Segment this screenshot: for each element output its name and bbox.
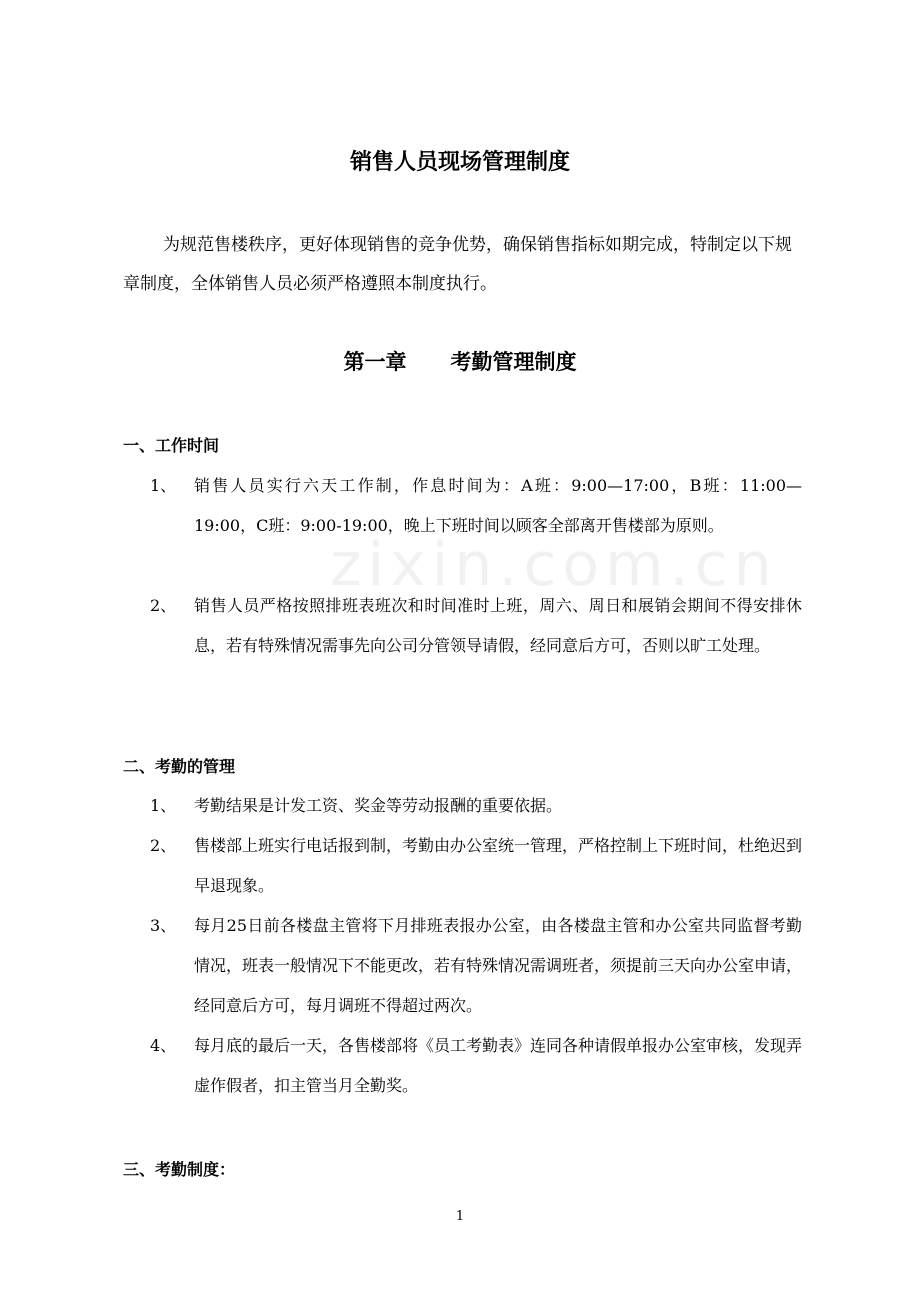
item-number: 4、: [150, 1036, 177, 1055]
chapter-heading: [0, 346, 920, 376]
item-text: 每月底的最后一天，各售楼部将《员工考勤表》连同各种请假单报办公室审核，发现弄虚作假者，扣主管当月全勤奖。: [194, 1036, 803, 1095]
list-item: [150, 826, 802, 906]
section-heading: 三、考勤制度：: [123, 1160, 236, 1179]
list-item: [150, 466, 802, 546]
section-heading: 二、考勤的管理: [123, 757, 236, 776]
watermark: zixin.com.cn: [330, 530, 778, 600]
list-item: [150, 906, 802, 1026]
list-item: [150, 586, 802, 666]
item-text: 售楼部上班实行电话报到制，考勤由办公室统一管理，严格控制上下班时间，杜绝迟到早退现象。: [194, 836, 803, 895]
intro-paragraph: 为规范售楼秩序，更好体现销售的竞争优势，确保销售指标如期完成，特制定以下规章制度，全体销售人员必须严格遵照本制度执行。: [123, 235, 792, 294]
item-number: 2、: [150, 596, 177, 615]
document-title: 销售人员现场管理制度: [349, 150, 570, 175]
item-number: 1、: [150, 476, 177, 495]
item-text: 考勤结果是计发工资、奖金等劳动报酬的重要依据。: [194, 796, 563, 815]
item-text: 每月25日前各楼盘主管将下月排班表报办公室，由各楼盘主管和办公室共同监督考勤情况，班表一般情况下不能更改，若有特殊情况需调班者，须提前三天向办公室申请，经同意后方可，每月调班不得超过两次。: [194, 916, 803, 1015]
item-text: 销售人员严格按照排班表班次和时间准时上班，周六、周日和展销会期间不得安排休息，若有特殊情况需事先向公司分管领导请假，经同意后方可，否则以旷工处理。: [194, 596, 802, 655]
item-text: 销售人员实行六天工作制，作息时间为：A班：9:00—17:00，B班：11:00—19:00，C班：9:00-19:00，晚上下班时间以顾客全部离开售楼部为原则。: [194, 476, 802, 535]
item-number: 2、: [150, 836, 177, 855]
item-number: 3、: [150, 916, 177, 935]
chapter-number: 第一章: [343, 350, 407, 374]
list-item: [150, 1026, 802, 1106]
list-item: [150, 786, 802, 826]
item-number: 1、: [150, 796, 177, 815]
page-number: 1: [455, 1209, 465, 1224]
section-heading: 一、工作时间: [123, 436, 220, 455]
chapter-name: 考勤管理制度: [450, 350, 577, 374]
